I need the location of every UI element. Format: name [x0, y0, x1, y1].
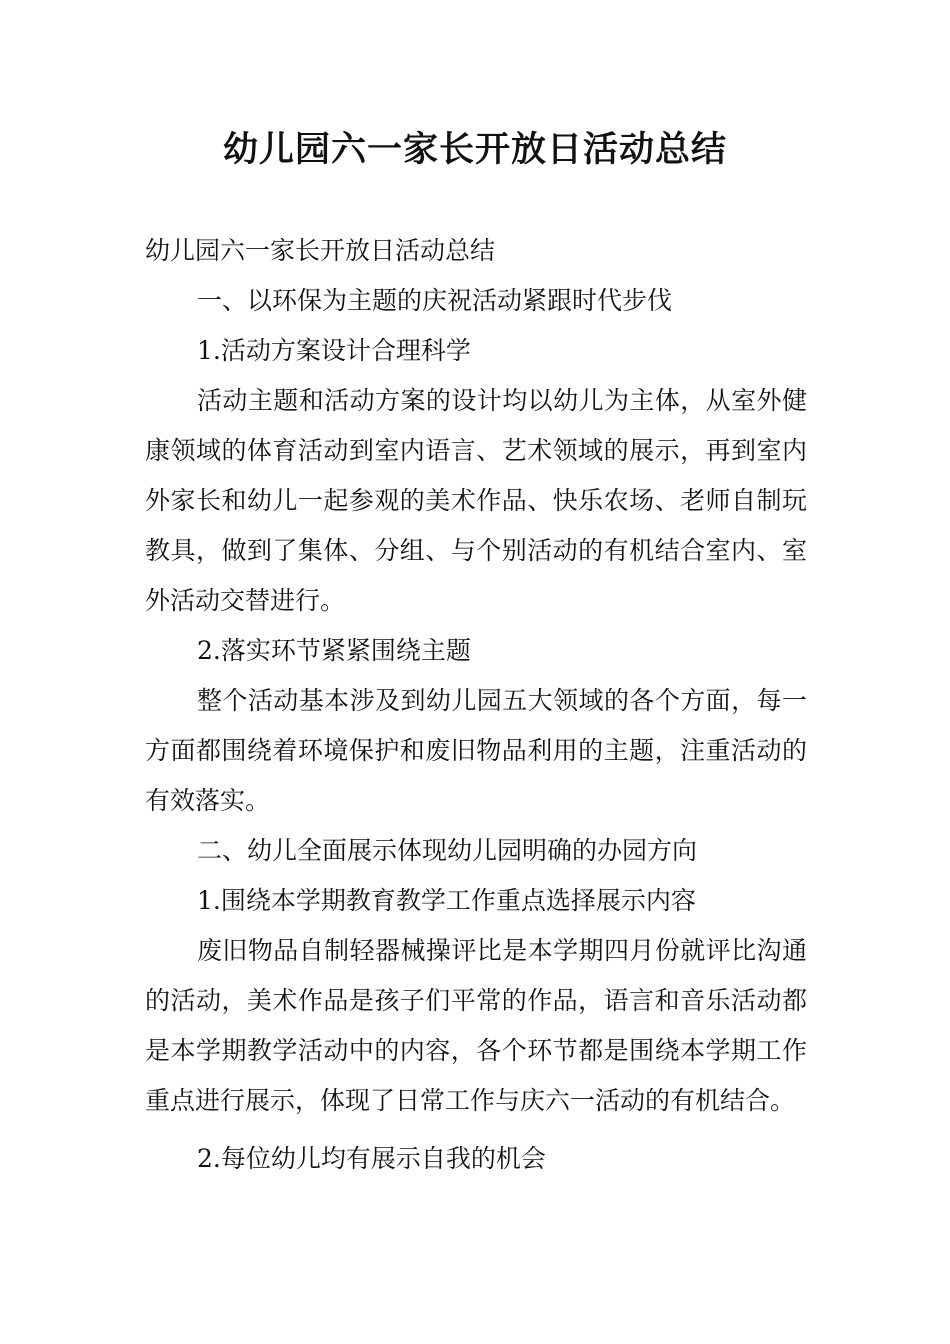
- body-paragraph: 活动主题和活动方案的设计均以幼儿为主体，从室外健康领域的体育活动到室内语言、艺术领域的展示，再到室内外家长和幼儿一起参观的美术作品、快乐农场、老师自制玩教具，做到了集体、分组、与个别活动的有机结合室内、室外活动交替进行。: [145, 386, 807, 615]
- section-heading-1: 一、以环保为主题的庆祝活动紧跟时代步伐: [197, 286, 673, 315]
- body-paragraph: 整个活动基本涉及到幼儿园五大领域的各个方面，每一方面都围绕着环境保护和废旧物品利用的主题，注重活动的有效落实。: [145, 686, 807, 815]
- body-paragraph: 废旧物品自制轻器械操评比是本学期四月份就评比沟通的活动，美术作品是孩子们平常的作品，语言和音乐活动都是本学期教学活动中的内容，各个环节都是围绕本学期工作重点进行展示，体现了日常工作与庆六一活动的有机结合。: [145, 936, 807, 1115]
- section-heading-2: 二、幼儿全面展示体现幼儿园明确的办园方向: [197, 836, 698, 865]
- subheading-1-2: 2.落实环节紧紧围绕主题: [197, 636, 471, 665]
- subheading-1-1: 1.活动方案设计合理科学: [197, 336, 471, 365]
- subtitle-paragraph: 幼儿园六一家长开放日活动总结: [145, 236, 496, 265]
- document-body: [145, 226, 807, 1184]
- document-title: 幼儿园六一家长开放日活动总结: [222, 130, 727, 170]
- subheading-2-1: 1.围绕本学期教育教学工作重点选择展示内容: [197, 886, 696, 915]
- subheading-2-2: 2.每位幼儿均有展示自我的机会: [197, 1144, 546, 1173]
